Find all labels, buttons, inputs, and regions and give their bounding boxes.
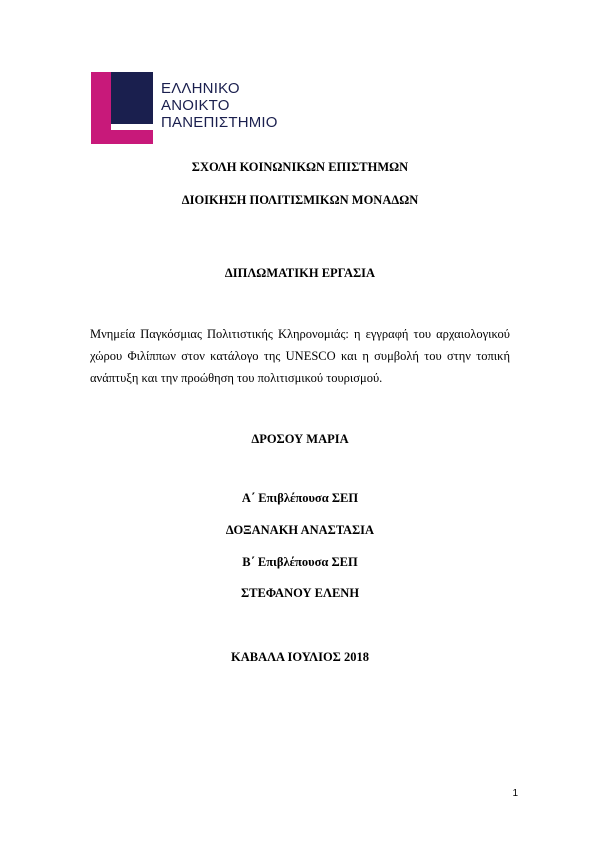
place-date: ΚΑΒΑΛΑ ΙΟΥΛΙΟΣ 2018 xyxy=(230,650,369,664)
supervisor-b-name: ΣΤΕΦΑΝΟΥ ΕΛΕΝΗ xyxy=(240,586,360,600)
supervisor-a-name: ΔΟΞΑΝΑΚΗ ΑΝΑΣΤΑΣΙΑ xyxy=(225,523,375,537)
university-logo xyxy=(91,72,281,144)
school-name: ΣΧΟΛΗ ΚΟΙΝΩΝΙΚΩΝ ΕΠΙΣΤΗΜΩΝ xyxy=(191,160,409,174)
supervisor-a-label: Α΄ Επιβλέπουσα ΣΕΠ xyxy=(241,491,359,505)
program-name: ΔΙΟΙΚΗΣΗ ΠΟΛΙΤΙΣΜΙΚΩΝ ΜΟΝΑΔΩΝ xyxy=(181,193,419,207)
logo-line-2: ΑΝΟΙΚΤΟ xyxy=(161,97,230,114)
author-name: ΔΡΟΣΟΥ ΜΑΡΙΑ xyxy=(251,432,349,446)
university-logo-icon xyxy=(91,72,153,144)
logo-line-3: ΠΑΝΕΠΙΣΤΗΜΙΟ xyxy=(161,114,278,131)
thesis-type: ΔΙΠΛΩΜΑΤΙΚΗ ΕΡΓΑΣΙΑ xyxy=(224,266,376,280)
supervisor-b-label: Β΄ Επιβλέπουσα ΣΕΠ xyxy=(242,555,358,569)
page-number: 1 xyxy=(512,788,518,799)
logo-line-1: ΕΛΛΗΝΙΚΟ xyxy=(161,80,240,97)
thesis-subject: Μνημεία Παγκόσμιας Πολιτιστικής Κληρονομιάς: η εγγραφή του αρχαιολογικού χώρου Φιλίππων στον κατάλογο της UNESCO και η συμβολή του στην τοπική ανάπτυξη και την προώθηση του πολιτισμικού τουρισμού. xyxy=(90,327,510,385)
university-logo-text xyxy=(161,80,278,131)
